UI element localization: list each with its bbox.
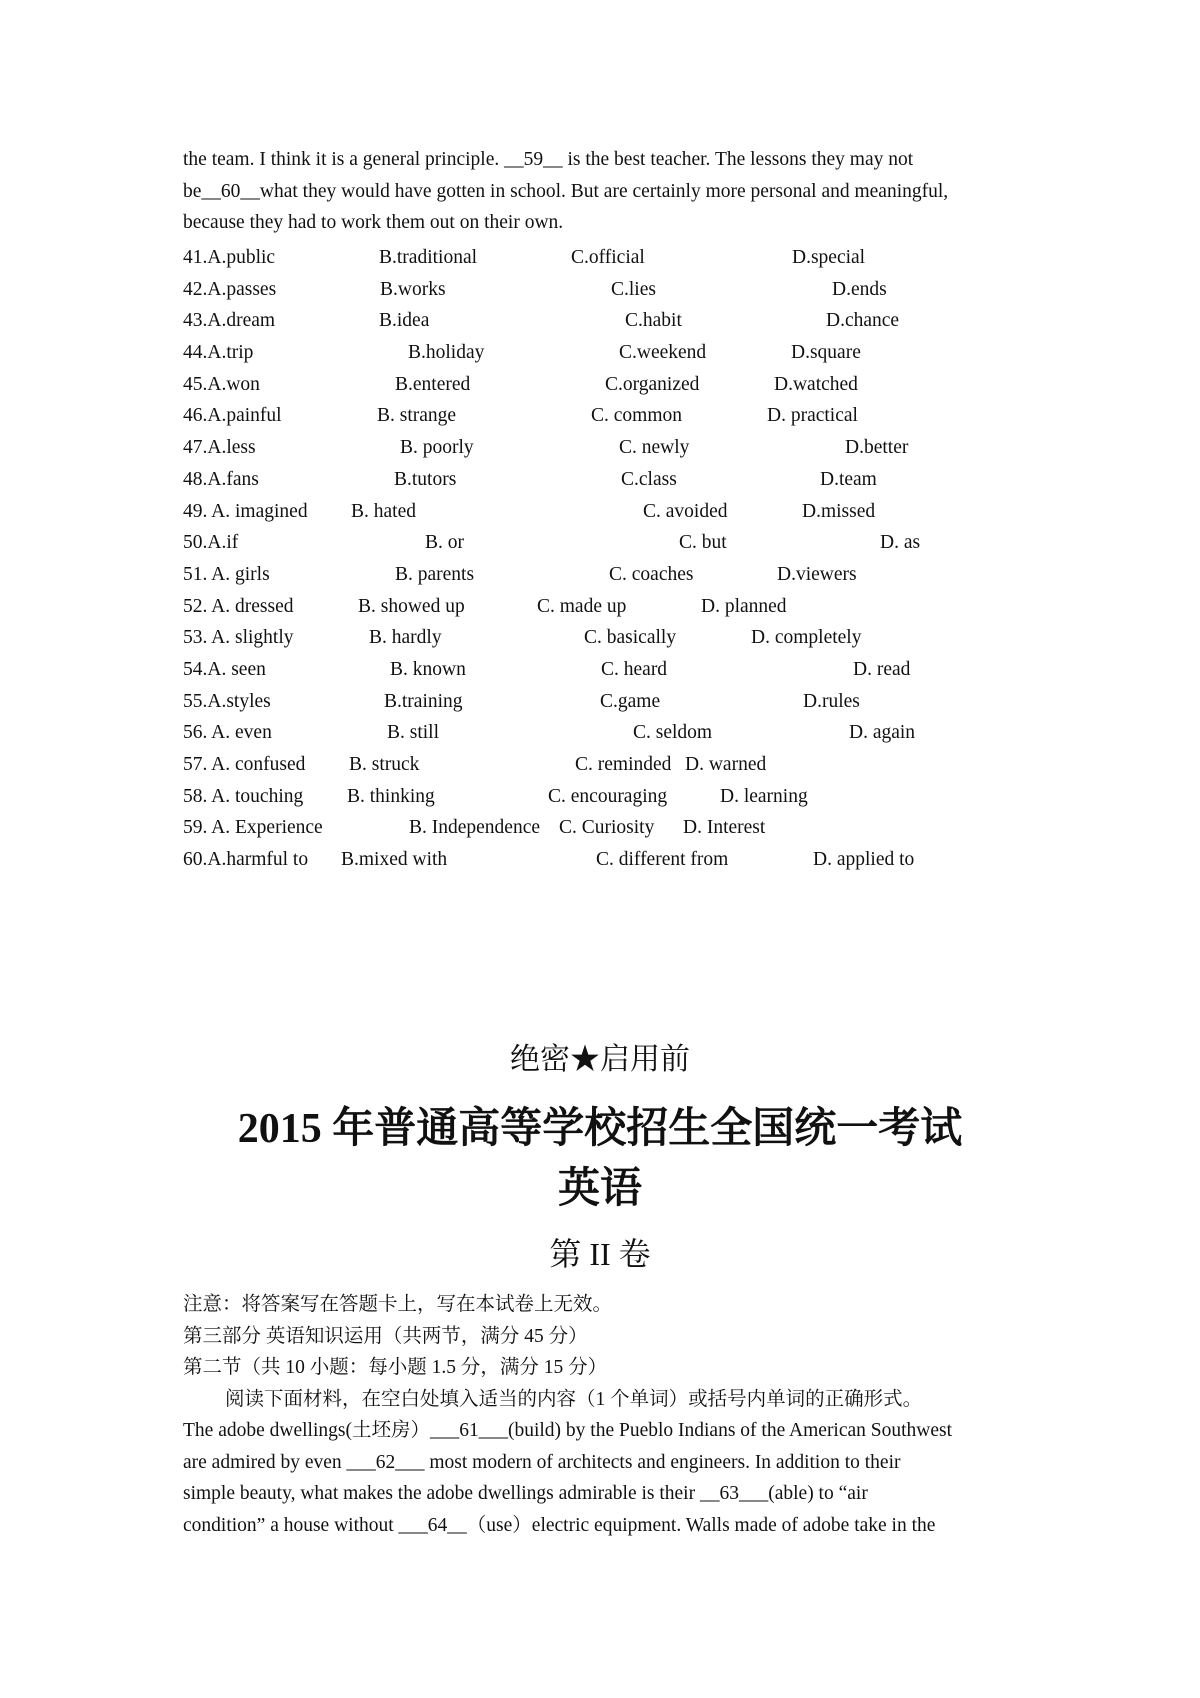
exam-title: 2015 年普通高等学校招生全国统一考试 [237,1106,963,1152]
passage-continuation [183,144,1028,239]
question-option-a: 43.A.dream [183,310,276,332]
question-row [183,844,1028,876]
question-option-a: 56. A. even [183,722,272,744]
question-option-b: B. strange [377,405,457,427]
question-option-d: D.team [820,468,877,490]
question-option-c: C.weekend [619,342,707,364]
passage-line: simple beauty, what makes the adobe dwellings admirable is their __63___(able) to “air [183,1483,868,1505]
question-option-c: C. made up [537,595,627,617]
passage-line: because they had to work them out on their own. [183,212,564,234]
question-option-a: 51. A. girls [183,563,270,585]
question-option-d: D.viewers [777,563,857,585]
question-row [183,749,1028,781]
question-option-c: C. but [679,532,727,554]
part-heading: 第三部分 英语知识运用（共两节，满分 45 分） [183,1325,588,1347]
question-option-a: 53. A. slightly [183,627,294,649]
question-option-c: C. avoided [643,500,728,522]
question-option-a: 52. A. dressed [183,595,294,617]
question-option-c: C. newly [619,437,690,459]
instructions [183,1289,1028,1416]
question-option-c: C.organized [605,373,700,395]
question-option-a: 57. A. confused [183,754,306,775]
question-option-d: D. planned [701,595,787,617]
question-option-d: D.better [845,437,909,459]
question-option-b: B. or [425,532,464,554]
question-option-d: D. as [880,532,921,554]
question-option-d: D.watched [774,373,858,395]
question-option-c: C. common [591,405,682,427]
question-option-d: D. applied to [813,849,915,871]
question-option-a: 48.A.fans [183,468,259,490]
question-option-a: 42.A.passes [183,278,277,300]
instruction-text: 阅读下面材料，在空白处填入适当的内容（1 个单词）或括号内单词的正确形式。 [225,1389,923,1411]
question-option-a: 41.A.public [183,247,276,268]
question-option-c: C. Curiosity [559,817,655,839]
question-option-d: D.missed [802,500,876,522]
question-row [183,242,1028,274]
question-option-c: C.lies [611,278,656,300]
question-option-c: C. different from [596,849,729,871]
question-option-d: D.special [792,247,866,268]
question-option-a: 60.A.harmful to [183,849,309,871]
question-option-b: B. hardly [369,627,442,649]
question-row [183,274,1028,306]
question-row [183,559,1028,591]
question-row [183,305,1028,337]
question-option-b: B. showed up [358,595,465,617]
subject-title: 英语 [557,1166,642,1212]
question-option-d: D. again [849,722,916,744]
question-option-c: C. coaches [609,563,694,585]
question-row [183,369,1028,401]
question-option-c: C.game [600,690,661,712]
passage-line: the team. I think it is a general principle. __59__ is the best teacher. The lessons they may not [183,149,914,170]
question-option-b: B. poorly [400,437,474,459]
question-option-b: B. parents [395,563,475,585]
question-option-d: D.square [791,342,861,364]
question-row [183,432,1028,464]
question-option-d: D.rules [803,690,860,712]
passage-line: The adobe dwellings(土坯房）___61___(build) by the Pueblo Indians of the American Southwest [183,1420,953,1441]
question-option-b: B.entered [395,373,471,395]
question-option-d: D. warned [685,754,767,775]
question-option-a: 47.A.less [183,437,256,459]
question-option-b: B. still [387,722,440,744]
notice-text: 注意：将答案写在答题卡上，写在本试卷上无效。 [183,1294,613,1315]
question-option-b: B. struck [349,754,420,775]
question-row [183,400,1028,432]
question-option-d: D.chance [826,310,900,332]
question-option-a: 44.A.trip [183,342,254,364]
question-row [183,337,1028,369]
question-option-b: B.holiday [408,342,485,364]
question-option-a: 58. A. touching [183,785,304,807]
question-option-a: 59. A. Experience [183,817,323,839]
question-option-b: B.works [380,278,446,300]
question-row [183,812,1028,844]
section-heading: 第二节（共 10 小题：每小题 1.5 分，满分 15 分） [183,1357,608,1379]
question-option-b: B.traditional [379,247,478,268]
question-option-d: D. learning [720,785,808,807]
question-row [183,591,1028,623]
question-row [183,781,1028,813]
question-option-d: D. completely [751,627,862,649]
passage-line: condition” a house without ___64__（use）electric equipment. Walls made of adobe take in the [183,1515,936,1537]
question-row [183,717,1028,749]
question-option-b: B. known [390,658,466,680]
volume-label: 第 II 卷 [549,1236,651,1272]
question-row [183,496,1028,528]
question-option-c: C. heard [601,658,668,680]
question-option-d: D. practical [767,405,858,427]
question-option-c: C.habit [625,310,682,332]
question-option-c: C. encouraging [548,785,668,807]
passage-line: are admired by even ___62___ most modern of architects and engineers. In addition to their [183,1451,901,1473]
question-row [183,654,1028,686]
question-option-a: 45.A.won [183,373,260,395]
question-row [183,527,1028,559]
passage-line: be__60__what they would have gotten in school. But are certainly more personal and meaningful, [183,180,949,202]
question-option-a: 46.A.painful [183,405,282,427]
question-row [183,464,1028,496]
question-row [183,622,1028,654]
question-option-c: C. seldom [633,722,713,744]
question-option-c: C. basically [584,627,677,649]
question-option-d: D.ends [832,278,887,300]
question-option-a: 55.A.styles [183,690,271,712]
question-option-c: C.official [571,247,645,268]
question-option-b: B. thinking [347,785,435,807]
question-option-b: B.idea [379,310,430,332]
question-option-b: B. hated [351,500,416,522]
question-option-d: D. Interest [683,817,766,839]
question-row [183,686,1028,718]
question-option-c: C.class [621,468,677,490]
question-option-a: 50.A.if [183,532,239,554]
question-option-b: B.training [384,690,463,712]
question-option-b: B. Independence [409,817,541,839]
question-option-b: B.tutors [394,468,457,490]
confidential-label: 绝密★启用前 [510,1043,690,1076]
question-option-a: 54.A. seen [183,658,266,680]
question-option-c: C. reminded [575,754,672,775]
question-option-d: D. read [853,658,911,680]
cloze-passage [183,1415,1028,1542]
question-option-a: 49. A. imagined [183,500,308,522]
answer-options-list [183,242,1028,876]
question-option-b: B.mixed with [341,849,448,871]
